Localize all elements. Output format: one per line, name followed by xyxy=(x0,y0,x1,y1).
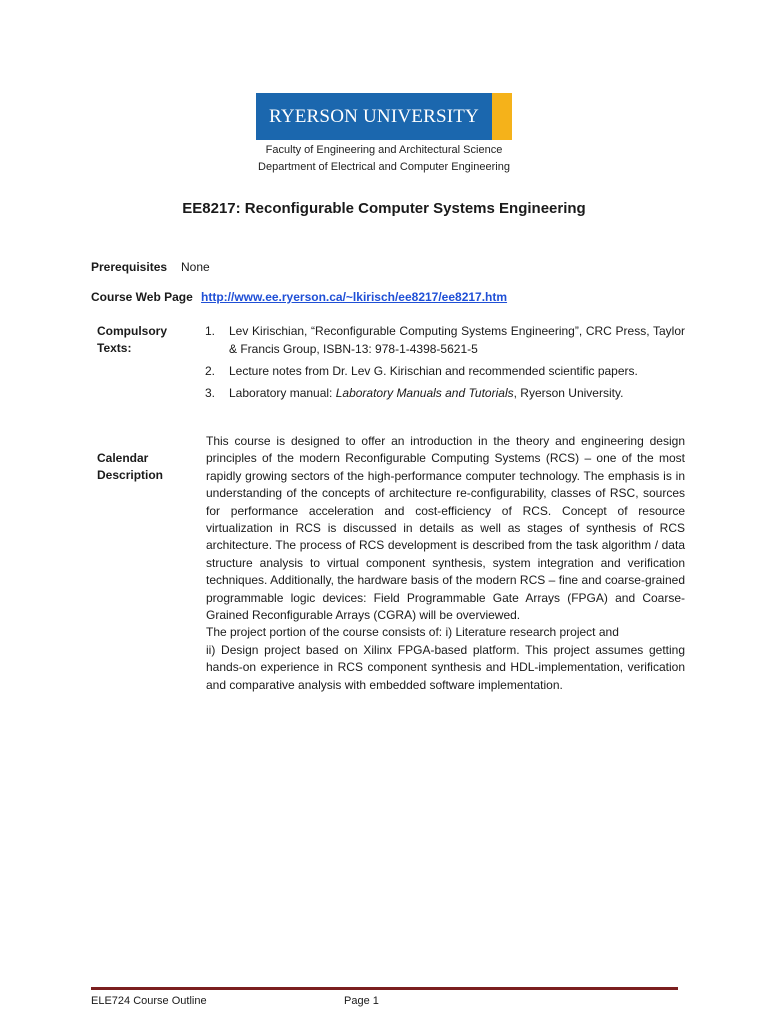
list-item-text: Lecture notes from Dr. Lev G. Kirischian and recommended scientific papers. xyxy=(229,364,638,378)
list-item xyxy=(205,322,685,358)
list-item-number: 1. xyxy=(205,324,216,338)
logo-wordmark: RYERSON UNIVERSITY xyxy=(256,93,492,140)
list-item xyxy=(205,384,685,402)
calendar-label-line1: Calendar xyxy=(97,451,149,465)
calendar-description-text xyxy=(206,433,685,694)
compulsory-texts-list xyxy=(205,322,685,406)
faculty-name: Faculty of Engineering and Architectural Science xyxy=(265,144,503,156)
list-item-text xyxy=(229,384,685,402)
calendar-paragraph-3: ii) Design project based on Xilinx FPGA-based platform. This project assumes getting hands-on experience in RCS component synthesis and HDL-implementation, verification and comparative analysis with embedded software implementation. xyxy=(206,642,685,692)
footer-course-outline: ELE724 Course Outline xyxy=(91,995,207,1007)
logo-gold-bar xyxy=(492,93,512,140)
course-web-page-link[interactable]: http://www.ee.ryerson.ca/~lkirisch/ee8217/ee8217.htm xyxy=(201,290,508,304)
course-web-page-label: Course Web Page xyxy=(91,290,193,304)
footer-rule xyxy=(91,987,678,990)
course-title: EE8217: Reconfigurable Computer Systems Engineering xyxy=(182,200,586,217)
department-name: Department of Electrical and Computer Engineering xyxy=(258,161,510,173)
list-item-text-after: , Ryerson University. xyxy=(513,386,624,400)
list-item xyxy=(205,362,685,380)
calendar-label-line2: Description xyxy=(97,468,164,482)
compulsory-texts-label xyxy=(97,323,187,357)
prerequisites-value: None xyxy=(181,260,210,274)
calendar-paragraph-2: The project portion of the course consists of: i) Literature research project and xyxy=(206,625,619,640)
compulsory-texts-label-line1: Compulsory xyxy=(97,324,168,338)
footer-page-number: Page 1 xyxy=(344,995,379,1007)
prerequisites-label: Prerequisites xyxy=(91,260,168,274)
list-item-text: Lev Kirischian, “Reconfigurable Computing Systems Engineering”, CRC Press, Taylor & Francis Group, ISBN-13: 978-1-4398-5621-5 xyxy=(229,324,685,356)
calendar-description-label xyxy=(97,450,187,484)
compulsory-texts-label-line2: Texts: xyxy=(97,341,132,355)
calendar-paragraph-1: This course is designed to offer an introduction in the theory and engineering design principles of the modern Reconfigurable Computing Systems (RCS) – one of the most rapidly growing sectors of the high-performance computer technology. The emphasis is in understanding of the concepts of architecture re-configurability, classes of RSC, sources for performance acceleration and cost-efficiency of RCS. Concept of resource virtualization in RCS is discussed in details as well as stages of synthesis of RCS architecture. The process of RCS development is described from the task algorithm / data structure analysis to virtual component synthesis, system integration and verification techniques. Additionally, the hardware basis of the modern RCS – fine and coarse-grained programmable logic devices: Field Programmable Gate Arrays (FPGA) and Coarse-Grained Reconfigurable Arrays (CGRA) will be overviewed. xyxy=(206,434,685,623)
list-item-number: 3. xyxy=(205,386,216,400)
list-item-number: 2. xyxy=(205,364,216,378)
university-logo xyxy=(256,93,512,140)
list-item-text-before: Laboratory manual: xyxy=(229,386,336,400)
list-item-text-italic: Laboratory Manuals and Tutorials xyxy=(335,386,514,400)
